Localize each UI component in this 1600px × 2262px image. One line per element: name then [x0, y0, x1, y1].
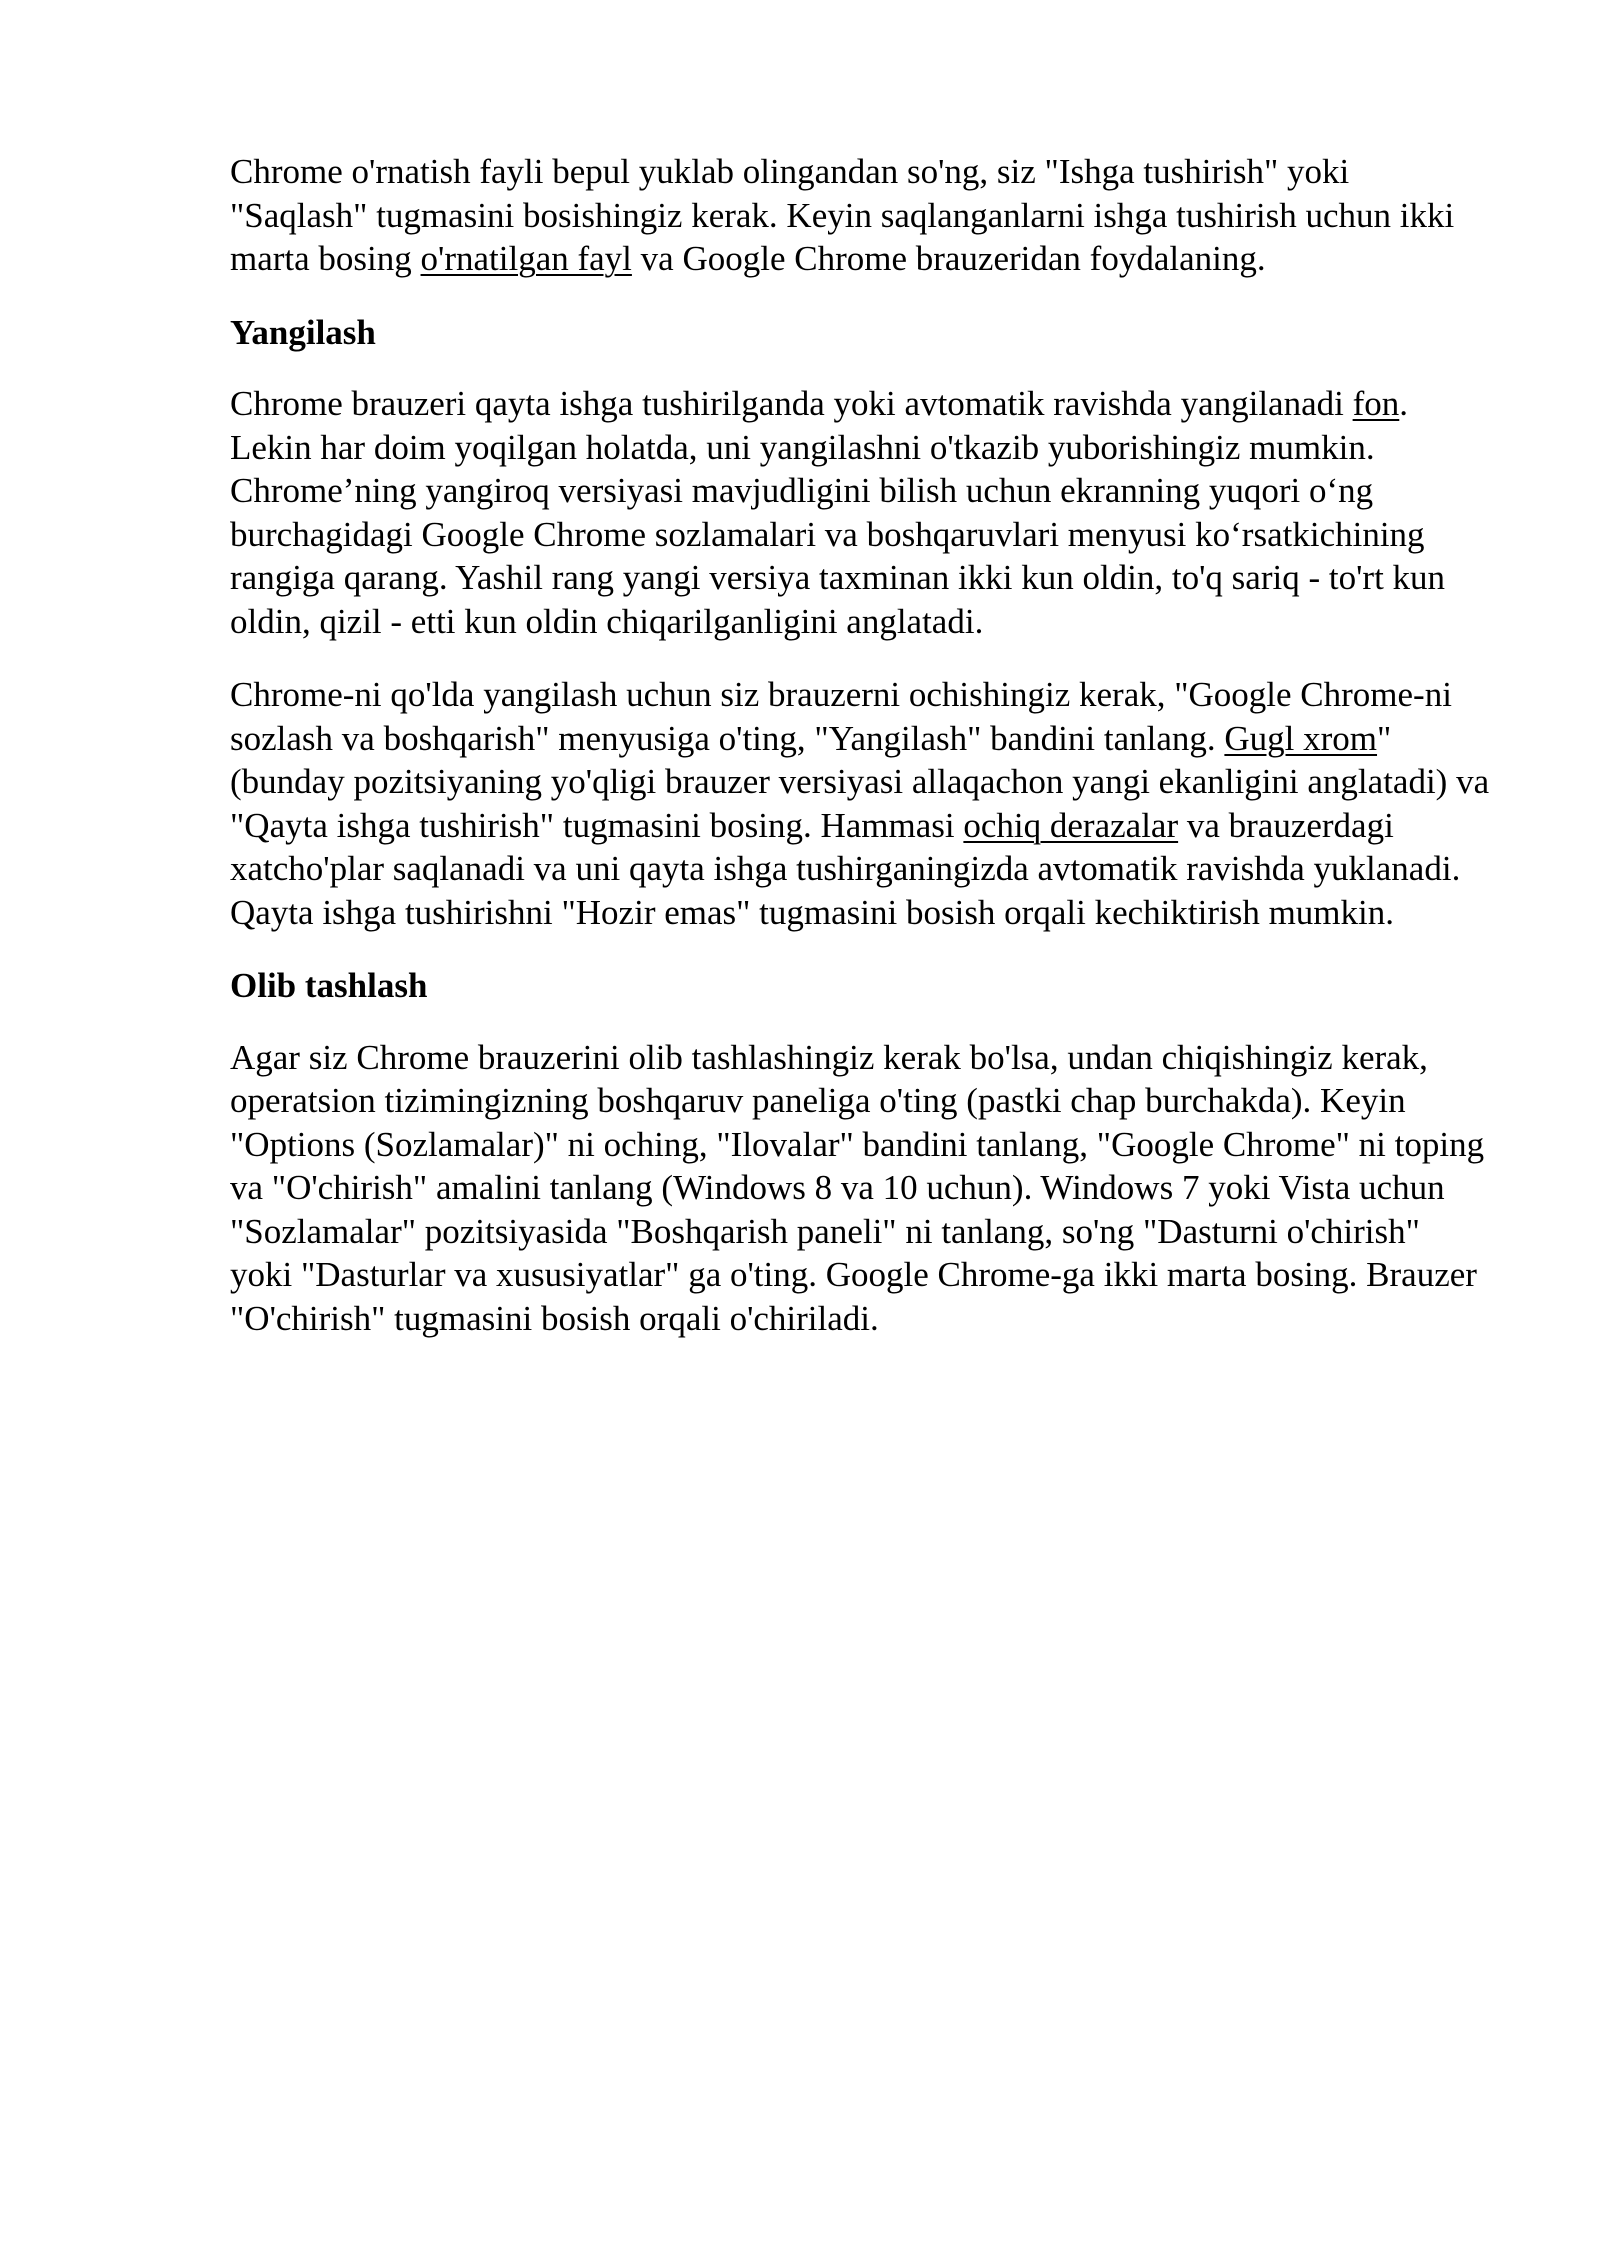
paragraph-manual-update-text-b: " (bunday pozitsiyaning yo'qligi brauzer versiyasi allaqachon yangi ekanligini anglatadi) va "Qayta ishga tushirish" tugmasini bosing. Hammasi [230, 718, 1490, 845]
paragraph-manual-update-text-a: Chrome-ni qo'lda yangilash uchun siz brauzerni ochishingiz kerak, "Google Chrome-ni sozlash va boshqarish" menyusiga o'ting, "Yangilash" bandini tanlang. [230, 675, 1452, 758]
paragraph-uninstall: Agar siz Chrome brauzerini olib tashlashingiz kerak bo'lsa, undan chiqishingiz kerak, operatsion tizimingizning boshqaruv paneliga o'ting (pastki chap burchakda). Keyin "Options (Sozlamalar)" ni oching, "Ilovalar" bandini tanlang, "Google Chrome" ni toping va "O'chirish" amalini tanlang (Windows 8 va 10 uchun). Windows 7 yoki Vista uchun "Sozlamalar" pozitsiyasida "Boshqarish paneli" ni tanlang, so'ng "Dasturni o'chirish" yoki "Dasturlar va xususiyatlar" ga o'ting. Google Chrome-ga ikki marta bosing. Brauzer "O'chirish" tugmasini bosish orqali o'chiriladi. [230, 1037, 1485, 1338]
paragraph-auto-update [230, 382, 1490, 643]
paragraph-install-text-a: Chrome o'rnatish fayli bepul yuklab olingandan so'ng, siz "Ishga tushirish" yoki "Saqlash" tugmasini bosishingiz kerak. Keyin saqlanganlarni ishga tushirish uchun ikki marta bosing [230, 152, 1455, 278]
link-fon[interactable]: fon [1352, 384, 1400, 423]
paragraph-auto-update-text-a: Chrome brauzeri qayta ishga tushirilganda yoki avtomatik ravishda yangilanadi [230, 384, 1353, 423]
paragraph-auto-update-text-b: . Lekin har doim yoqilgan holatda, uni yangilashni o'tkazib yuborishingiz mumkin. Chrome’ning yangiroq versiyasi mavjudligini bilish uchun ekranning yuqori o‘ng burchagidagi Google Chrome sozlamalari va boshqaruvlari menyusi ko‘rsatkichining rangiga qarang. Yashil rang yangi versiya taxminan ikki kun oldin, to'q sariq - to'rt kun oldin, qizil - etti kun oldin chiqarilganligini anglatadi. [230, 384, 1446, 641]
paragraph-manual-update-text-c: va brauzerdagi xatcho'plar saqlanadi va uni qayta ishga tushirganingizda avtomatik ravishda yuklanadi. Qayta ishga tushirishni "Hozir emas" tugmasini bosish orqali kechiktirish mumkin. [230, 805, 1461, 932]
heading-remove: Olib tashlash [230, 966, 428, 1005]
link-open-windows[interactable]: ochiq derazalar [963, 805, 1179, 845]
paragraph-install [230, 150, 1490, 281]
link-gugl-xrom[interactable]: Gugl xrom [1224, 718, 1378, 758]
document-page [230, 150, 1490, 1370]
paragraph-install-text-b: va Google Chrome brauzeridan foydalaning. [631, 239, 1266, 278]
paragraph-manual-update [230, 673, 1490, 934]
link-installed-file[interactable]: o'rnatilgan fayl [420, 239, 632, 278]
heading-update: Yangilash [230, 312, 376, 352]
